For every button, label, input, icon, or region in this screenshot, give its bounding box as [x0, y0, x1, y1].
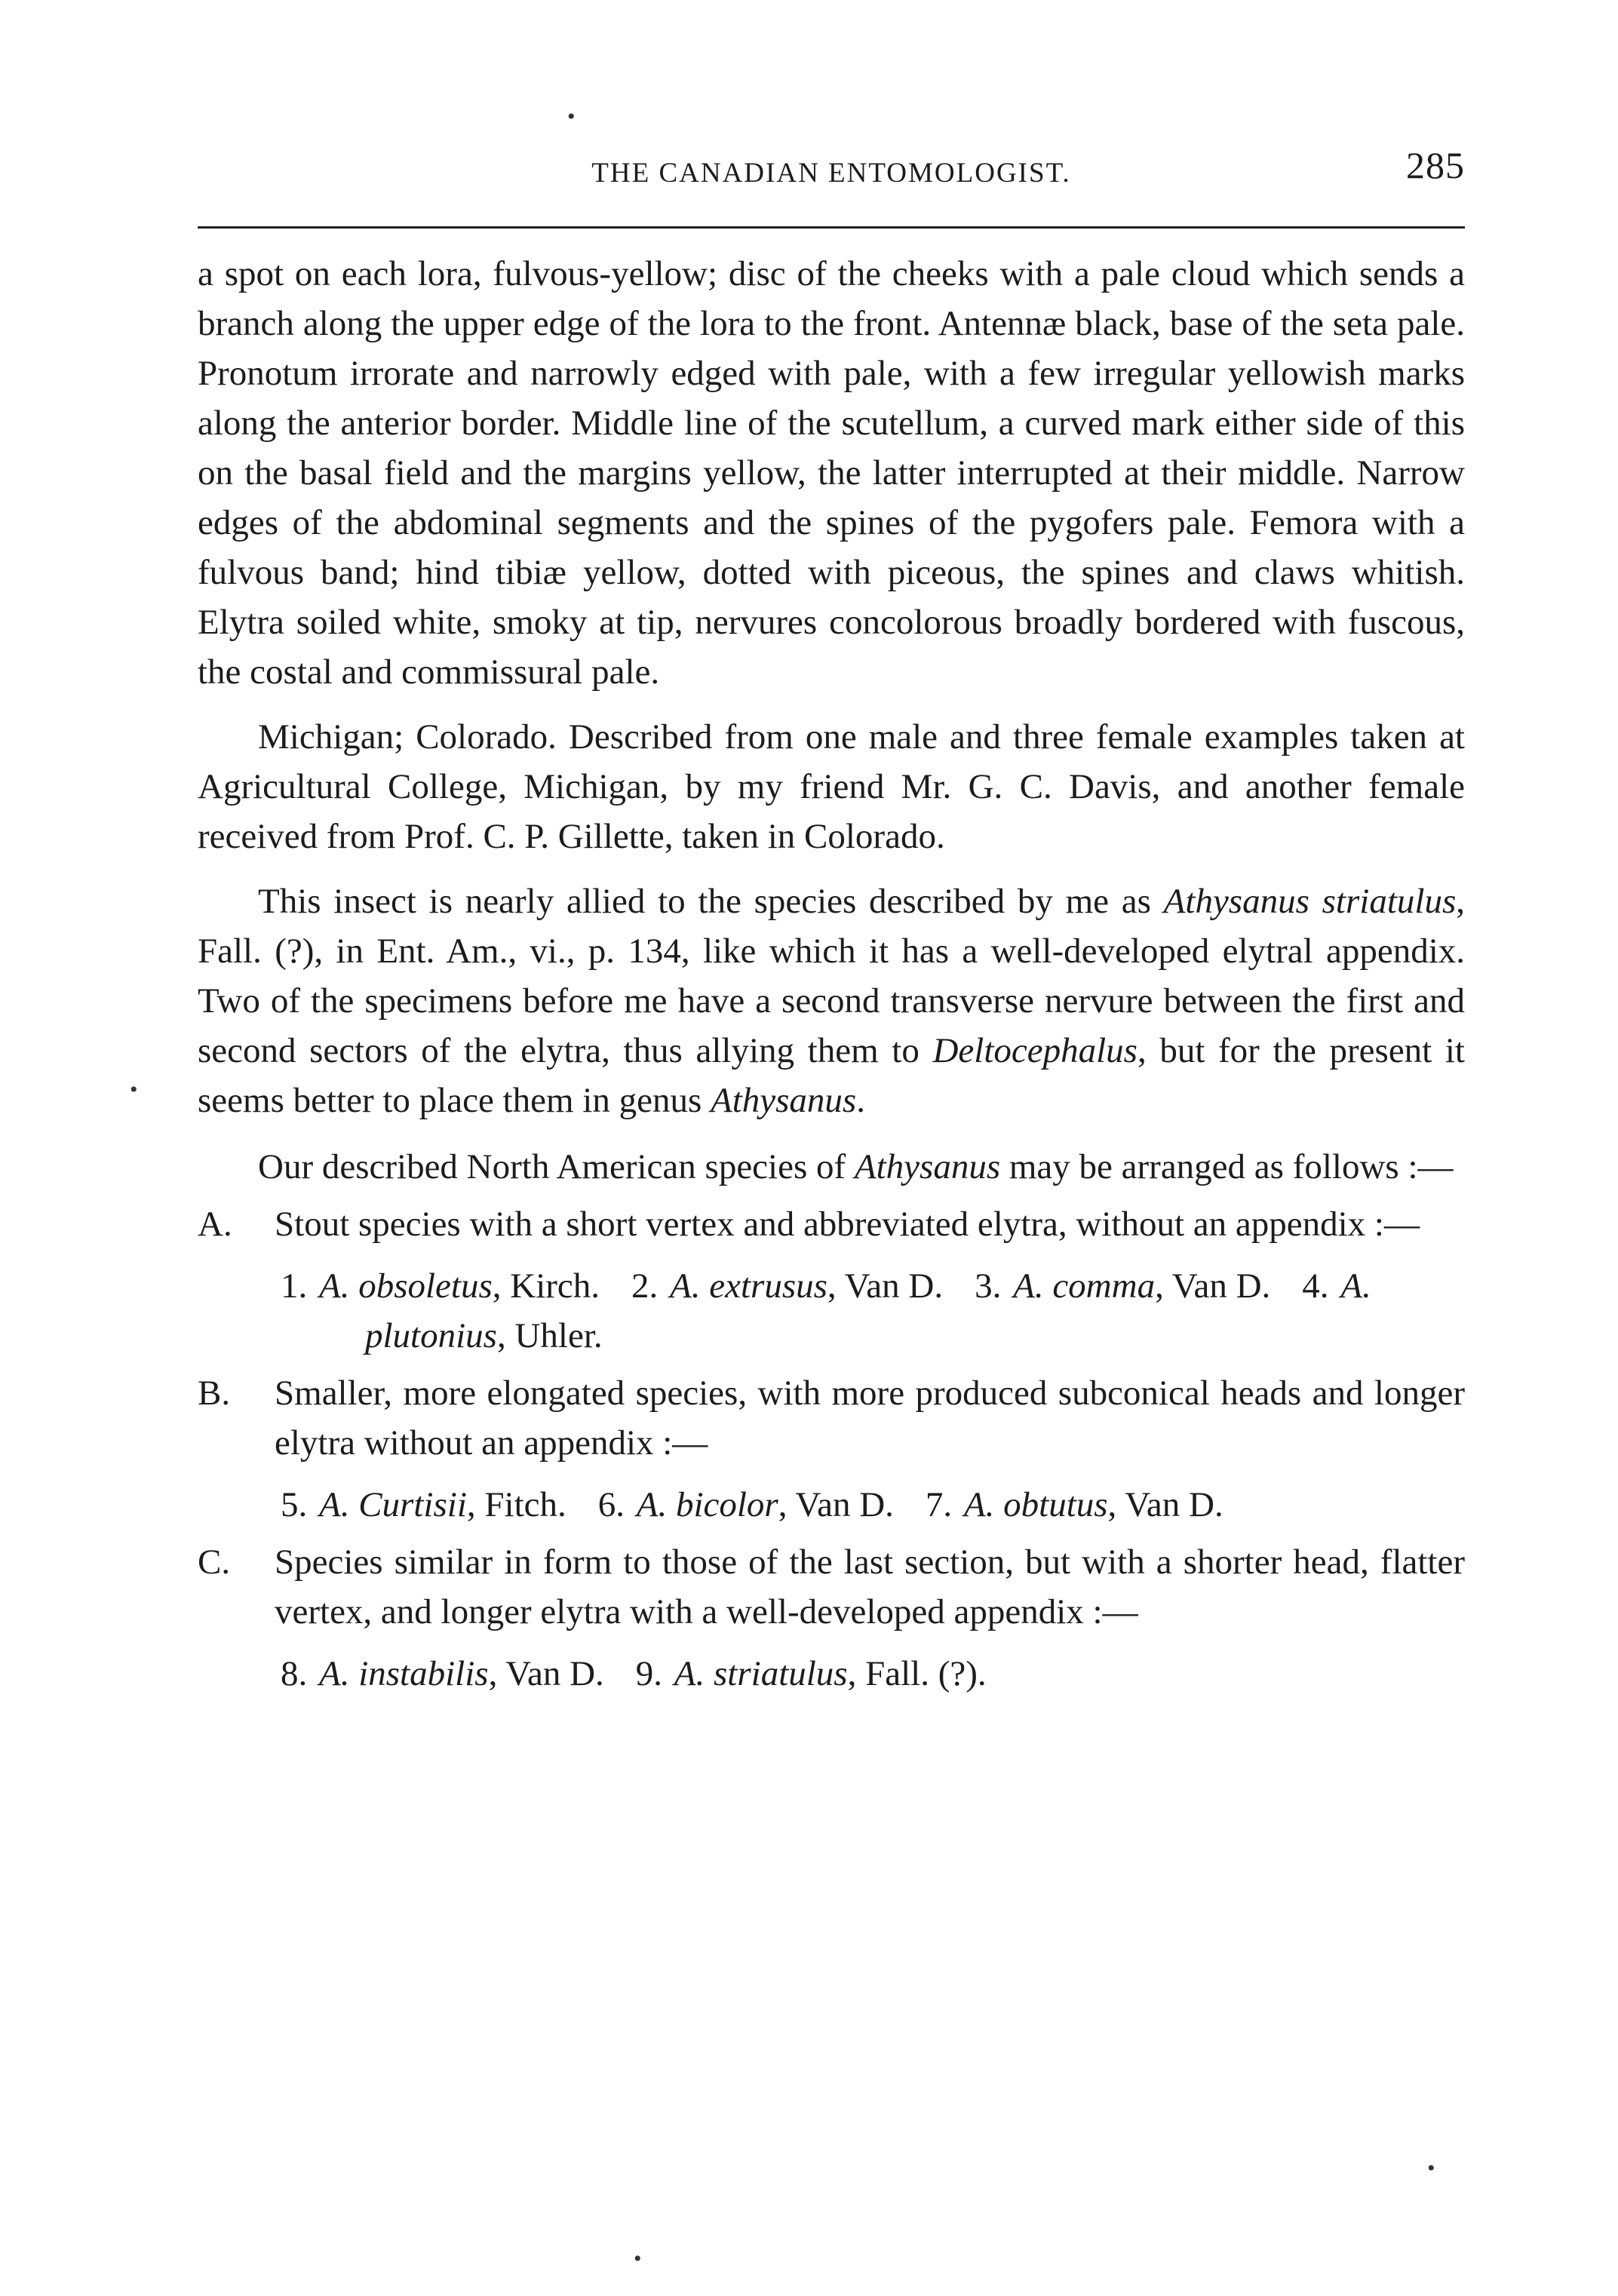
section-text: Smaller, more elongated species, with more produced subconical heads and longer elytra without an appendix :—: [275, 1374, 1465, 1463]
key-section-c: [198, 1537, 1465, 1637]
species-entry: 9. A. striatulus, Fall. (?).: [635, 1654, 987, 1693]
locality-paragraph: Michigan; Colorado. Described from one male and three female examples taken at Agricultural College, Michigan, by my friend Mr. G. C. Davis, and another female received from Prof. C. P. Gillette, taken in Colorado.: [198, 717, 1465, 856]
description-paragraph: a spot on each lora, fulvous-yellow; disc of the cheeks with a pale cloud which sends a branch along the upper edge of the lora to the front. Antennæ black, base of the seta pale. Pronotum irrorate and narrowly edged with pale, with a few irregular yellowish marks along the anterior border. Middle line of the scutellum, a curved mark either side of this on the basal field and the margins yellow, the latter interrupted at their middle. Narrow edges of the abdominal segments and the spines of the pygofers pale. Femora with a fulvous band; hind tibiæ yellow, dotted with piceous, the spines and claws whitish. Elytra soiled white, smoky at tip, nervures concolorous broadly bordered with fuscous, the costal and commissural pale.: [198, 254, 1465, 692]
taxon-name: Deltocephalus: [932, 1031, 1138, 1070]
species-list-c: [198, 1649, 1465, 1699]
key-intro-paragraph: Our described North American species of Athysanus may be arranged as follows :—: [258, 1147, 1454, 1186]
species-entry: 6. A. bicolor, Van D.: [597, 1485, 894, 1524]
page-number: 285: [1406, 144, 1465, 186]
taxon-name: Athysanus: [854, 1147, 1001, 1186]
scan-speck: •: [130, 1077, 138, 1102]
key-section-b: [198, 1368, 1465, 1468]
affinity-paragraph: This insect is nearly allied to the species described by me as Athysanus striatulus, Fall. (?), in Ent. Am., vi., p. 134, like which it has a well-developed elytral appendix. Two of the specimens before me have a second transverse nervure between the first and second sectors of the elytra, thus allying them to Deltocephalus, but for the present it seems better to place them in genus Athysanus.: [198, 882, 1465, 1120]
running-header: [198, 143, 1465, 204]
species-entry: 1. A. obsoletus, Kirch.: [281, 1266, 600, 1306]
species-list-a: [198, 1261, 1465, 1361]
section-text: Stout species with a short vertex and abbreviated elytra, without an appendix :—: [275, 1205, 1420, 1244]
taxon-name: Athysanus striatulus: [1163, 882, 1457, 921]
key-section-a: [198, 1199, 1465, 1249]
scan-speck: •: [567, 104, 576, 129]
taxon-name: Athysanus: [711, 1081, 857, 1120]
section-letter: B.: [198, 1374, 231, 1413]
species-entry: 8. A. instabilis, Van D.: [281, 1654, 604, 1693]
journal-title: THE CANADIAN ENTOMOLOGIST.: [591, 158, 1071, 189]
section-text: Species similar in form to those of the last section, but with a shorter head, flatter vertex, and longer elytra with a well-developed appendix :—: [275, 1542, 1465, 1631]
species-entry: 2. A. extrusus, Van D.: [631, 1266, 944, 1306]
article-body: [198, 249, 1465, 1706]
scan-speck: •: [1427, 2156, 1435, 2181]
species-entry: 5. A. Curtisii, Fitch.: [281, 1485, 566, 1524]
scan-speck: •: [634, 2246, 642, 2271]
header-rule: [198, 226, 1465, 229]
species-entry: 4. A. plutonius, Uhler.: [365, 1266, 1371, 1355]
section-letter: A.: [198, 1205, 232, 1244]
species-entry: 3. A. comma, Van D.: [975, 1266, 1271, 1306]
species-list-b: [198, 1480, 1465, 1530]
species-entry: 7. A. obtutus, Van D.: [925, 1485, 1223, 1524]
section-letter: C.: [198, 1542, 231, 1582]
